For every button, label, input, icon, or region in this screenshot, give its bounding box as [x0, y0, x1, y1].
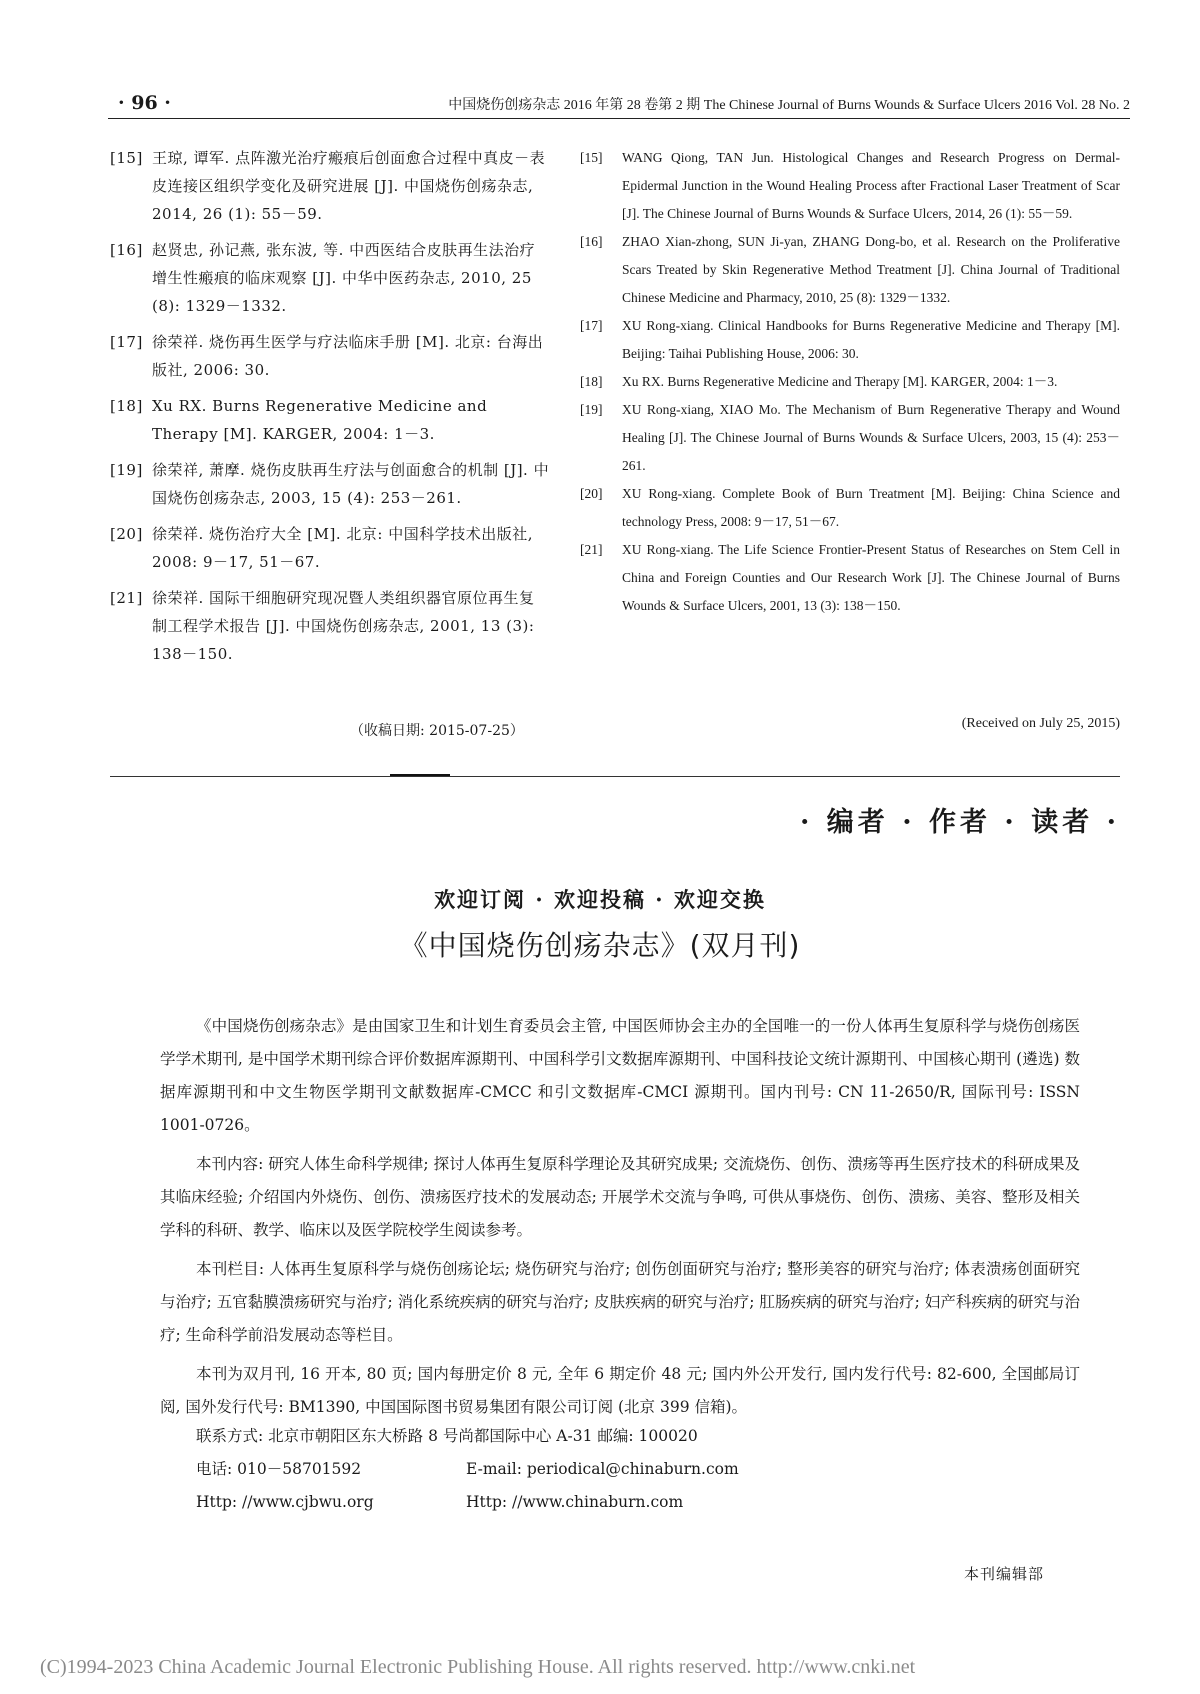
references-chinese [110, 144, 550, 676]
reference-text: Xu RX. Burns Regenerative Medicine and Therapy [M]. KARGER, 2004: 1－3. [622, 374, 1058, 389]
reference-number: [16] [580, 234, 603, 249]
description-paragraph: 《中国烧伤创疡杂志》是由国家卫生和计划生育委员会主管, 中国医师协会主办的全国唯一的一份人体再生复原科学与烧伤创疡医学学术期刊, 是中国学术期刊综合评价数据库源期刊、中国科学引文数据库源期刊、中国科技论文统计源期刊、中国核心期刊 (遴选) 数据库源期刊和中文生物医学期刊文献数据库-CMCC 和引文数据库-CMCI 源期刊。国内刊号: CN 11-2650/R, 国际刊号: ISSN 1001-0726。 [160, 1017, 1080, 1134]
description-paragraph: 本刊为双月刊, 16 开本, 80 页; 国内每册定价 8 元, 全年 6 期定价 48 元; 国内外公开发行, 国内发行代号: 82-600, 全国邮局订阅, 国外发行代号: BM1390, 中国国际图书贸易集团有限公司订阅 (北京 399 信箱)。 [160, 1365, 1080, 1416]
reference-text: Xu RX. Burns Regenerative Medicine and Therapy [M]. KARGER, 2004: 1－3. [152, 397, 488, 443]
page-number: · 96 · [118, 92, 171, 114]
editorial-department: 本刊编辑部 [963, 1565, 1044, 1583]
reference-item [110, 392, 550, 448]
reference-text: 王琼, 谭军. 点阵激光治疗瘢痕后创面愈合过程中真皮－表皮连接区组织学变化及研究进展 [J]. 中国烧伤创疡杂志, 2014, 26 (1): 55－59. [152, 149, 546, 223]
description-paragraph: 本刊内容: 研究人体生命科学规律; 探讨人体再生复原科学理论及其研究成果; 交流烧伤、创伤、溃疡等再生医疗技术的科研成果及其临床经验; 介绍国内外烧伤、创伤、溃疡医疗技术的发展动态; 开展学术交流与争鸣, 可供从事烧伤、创伤、溃疡、美容、整形及相关学科的科研、教学、临床以及医学院校学生阅读参考。 [160, 1155, 1080, 1239]
reference-number: [20] [110, 525, 143, 543]
website-link: Http: //www.cjbwu.org [196, 1493, 374, 1511]
reference-item [110, 328, 550, 384]
reference-item [580, 228, 1120, 312]
contact-row [196, 1453, 739, 1486]
reference-text: XU Rong-xiang. Complete Book of Burn Treatment [M]. Beijing: China Science and technology Press, 2008: 9－17, 51－67. [622, 486, 1120, 529]
description-paragraph: 本刊栏目: 人体再生复原科学与烧伤创疡论坛; 烧伤研究与治疗; 创伤创面研究与治疗; 整形美容的研究与治疗; 体表溃疡创面研究与治疗; 五官黏膜溃疡研究与治疗; 消化系统疾病的研究与治疗; 皮肤疾病的研究与治疗; 肛肠疾病的研究与治疗; 妇产科疾病的研究与治疗; 生命科学前沿发展动态等栏目。 [160, 1260, 1080, 1344]
reference-number: [19] [580, 402, 603, 417]
reference-item [580, 536, 1120, 620]
reference-text: XU Rong-xiang. The Life Science Frontier-Present Status of Researches on Stem Cell in China and Foreign Counties and Our Research Work [J]. The Chinese Journal of Burns Wounds & Surface Ulcers, 2001, 13 (3): 138－150. [622, 542, 1120, 613]
section-banner: · 编者 · 作者 · 读者 · [800, 807, 1120, 838]
divider-accent [390, 774, 450, 776]
journal-description [160, 1010, 1080, 1430]
reference-item [580, 480, 1120, 536]
reference-text: 徐荣祥. 烧伤治疗大全 [M]. 北京: 中国科学技术出版社, 2008: 9－17, 51－67. [152, 525, 533, 571]
reference-number: [19] [110, 461, 143, 479]
reference-item [580, 368, 1120, 396]
reference-number: [15] [580, 150, 603, 165]
reference-number: [20] [580, 486, 603, 501]
reference-item [110, 520, 550, 576]
running-header [108, 92, 1130, 119]
reference-number: [21] [580, 542, 603, 557]
reference-item [110, 144, 550, 228]
reference-text: ZHAO Xian-zhong, SUN Ji-yan, ZHANG Dong-bo, et al. Research on the Proliferative Scars Treated by Skin Regenerative Method Treatment [J]. China Journal of Traditional Chinese Medicine and Pharmacy, 2010, 25 (8): 1329－1332. [622, 234, 1120, 305]
reference-text: 徐荣祥. 国际干细胞研究现况暨人类组织器官原位再生复制工程学术报告 [J]. 中国烧伤创疡杂志, 2001, 13 (3): 138－150. [152, 589, 535, 663]
phone-number: 电话: 010－58701592 [196, 1460, 362, 1478]
reference-text: XU Rong-xiang, XIAO Mo. The Mechanism of Burn Regenerative Therapy and Wound Healing [J]. The Chinese Journal of Burns Wounds & Surface Ulcers, 2003, 15 (4): 253－261. [622, 402, 1120, 473]
received-date-english: (Received on July 25, 2015) [961, 716, 1120, 731]
website-link: Http: //www.chinaburn.com [466, 1493, 684, 1511]
journal-title: 《中国烧伤创疡杂志》(双月刊) [399, 929, 801, 962]
contact-row [196, 1486, 698, 1519]
section-divider [110, 776, 1120, 777]
reference-number: [17] [580, 318, 603, 333]
reference-number: [18] [110, 397, 143, 415]
reference-number: [17] [110, 333, 143, 351]
reference-number: [21] [110, 589, 143, 607]
reference-item [110, 584, 550, 668]
references-english [580, 144, 1120, 620]
reference-text: XU Rong-xiang. Clinical Handbooks for Burns Regenerative Medicine and Therapy [M]. Beijing: Taihai Publishing House, 2006: 30. [622, 318, 1120, 361]
reference-number: [18] [580, 374, 603, 389]
reference-number: [16] [110, 241, 143, 259]
reference-text: 赵贤忠, 孙记燕, 张东波, 等. 中西医结合皮肤再生法治疗增生性瘢痕的临床观察 [J]. 中华中医药杂志, 2010, 25 (8): 1329－1332. [152, 241, 536, 315]
reference-item [580, 396, 1120, 480]
running-title: 中国烧伤创疡杂志 2016 年第 28 卷第 2 期 The Chinese Journal of Burns Wounds & Surface Ulcers 2016 Vol. 28 No. 2 [448, 98, 1130, 113]
reference-item [580, 144, 1120, 228]
contact-address: 联系方式: 北京市朝阳区东大桥路 8 号尚都国际中心 A-31 邮编: 100020 [196, 1427, 698, 1445]
email-address: E-mail: periodical@chinaburn.com [466, 1460, 739, 1478]
reference-item [110, 236, 550, 320]
reference-text: 徐荣祥, 萧摩. 烧伤皮肤再生疗法与创面愈合的机制 [J]. 中国烧伤创疡杂志, 2003, 15 (4): 253－261. [152, 461, 550, 507]
reference-item [580, 312, 1120, 368]
reference-text: WANG Qiong, TAN Jun. Histological Changes and Research Progress on Dermal-Epidermal Junction in the Wound Healing Process after Fractional Laser Treatment of Scar [J]. The Chinese Journal of Burns Wounds & Surface Ulcers, 2014, 26 (1): 55－59. [622, 150, 1120, 221]
reference-item [110, 456, 550, 512]
contact-info [196, 1420, 739, 1519]
reference-number: [15] [110, 149, 143, 167]
reference-text: 徐荣祥. 烧伤再生医学与疗法临床手册 [M]. 北京: 台海出版社, 2006: 30. [152, 333, 544, 379]
copyright-footer: (C)1994-2023 China Academic Journal Electronic Publishing House. All rights reserved. http://www.cnki.net [40, 1656, 916, 1678]
welcome-line: 欢迎订阅 · 欢迎投稿 · 欢迎交换 [434, 887, 766, 912]
received-date-chinese: （收稿日期: 2015-07-25） [350, 723, 524, 739]
